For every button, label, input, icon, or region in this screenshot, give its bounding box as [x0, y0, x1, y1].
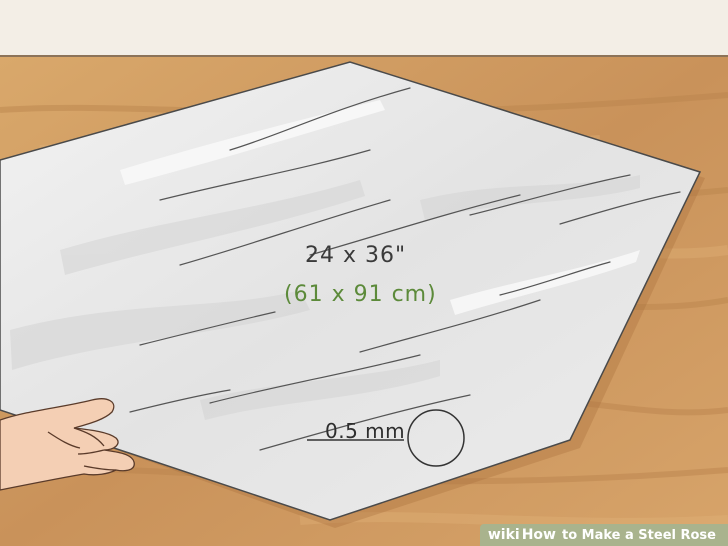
watermark-brand-prefix: wiki — [487, 527, 520, 543]
sheet-size-imperial-label: 24 x 36" — [305, 243, 407, 268]
wall-background — [0, 0, 728, 56]
sheet-size-metric-label: (61 x 91 cm) — [284, 282, 437, 307]
sheet-thickness-label: 0.5 mm — [325, 419, 406, 443]
watermark-brand-suffix: How — [521, 527, 556, 543]
watermark-article-title: to Make a Steel Rose — [561, 527, 716, 543]
wikihow-watermark — [480, 524, 728, 546]
